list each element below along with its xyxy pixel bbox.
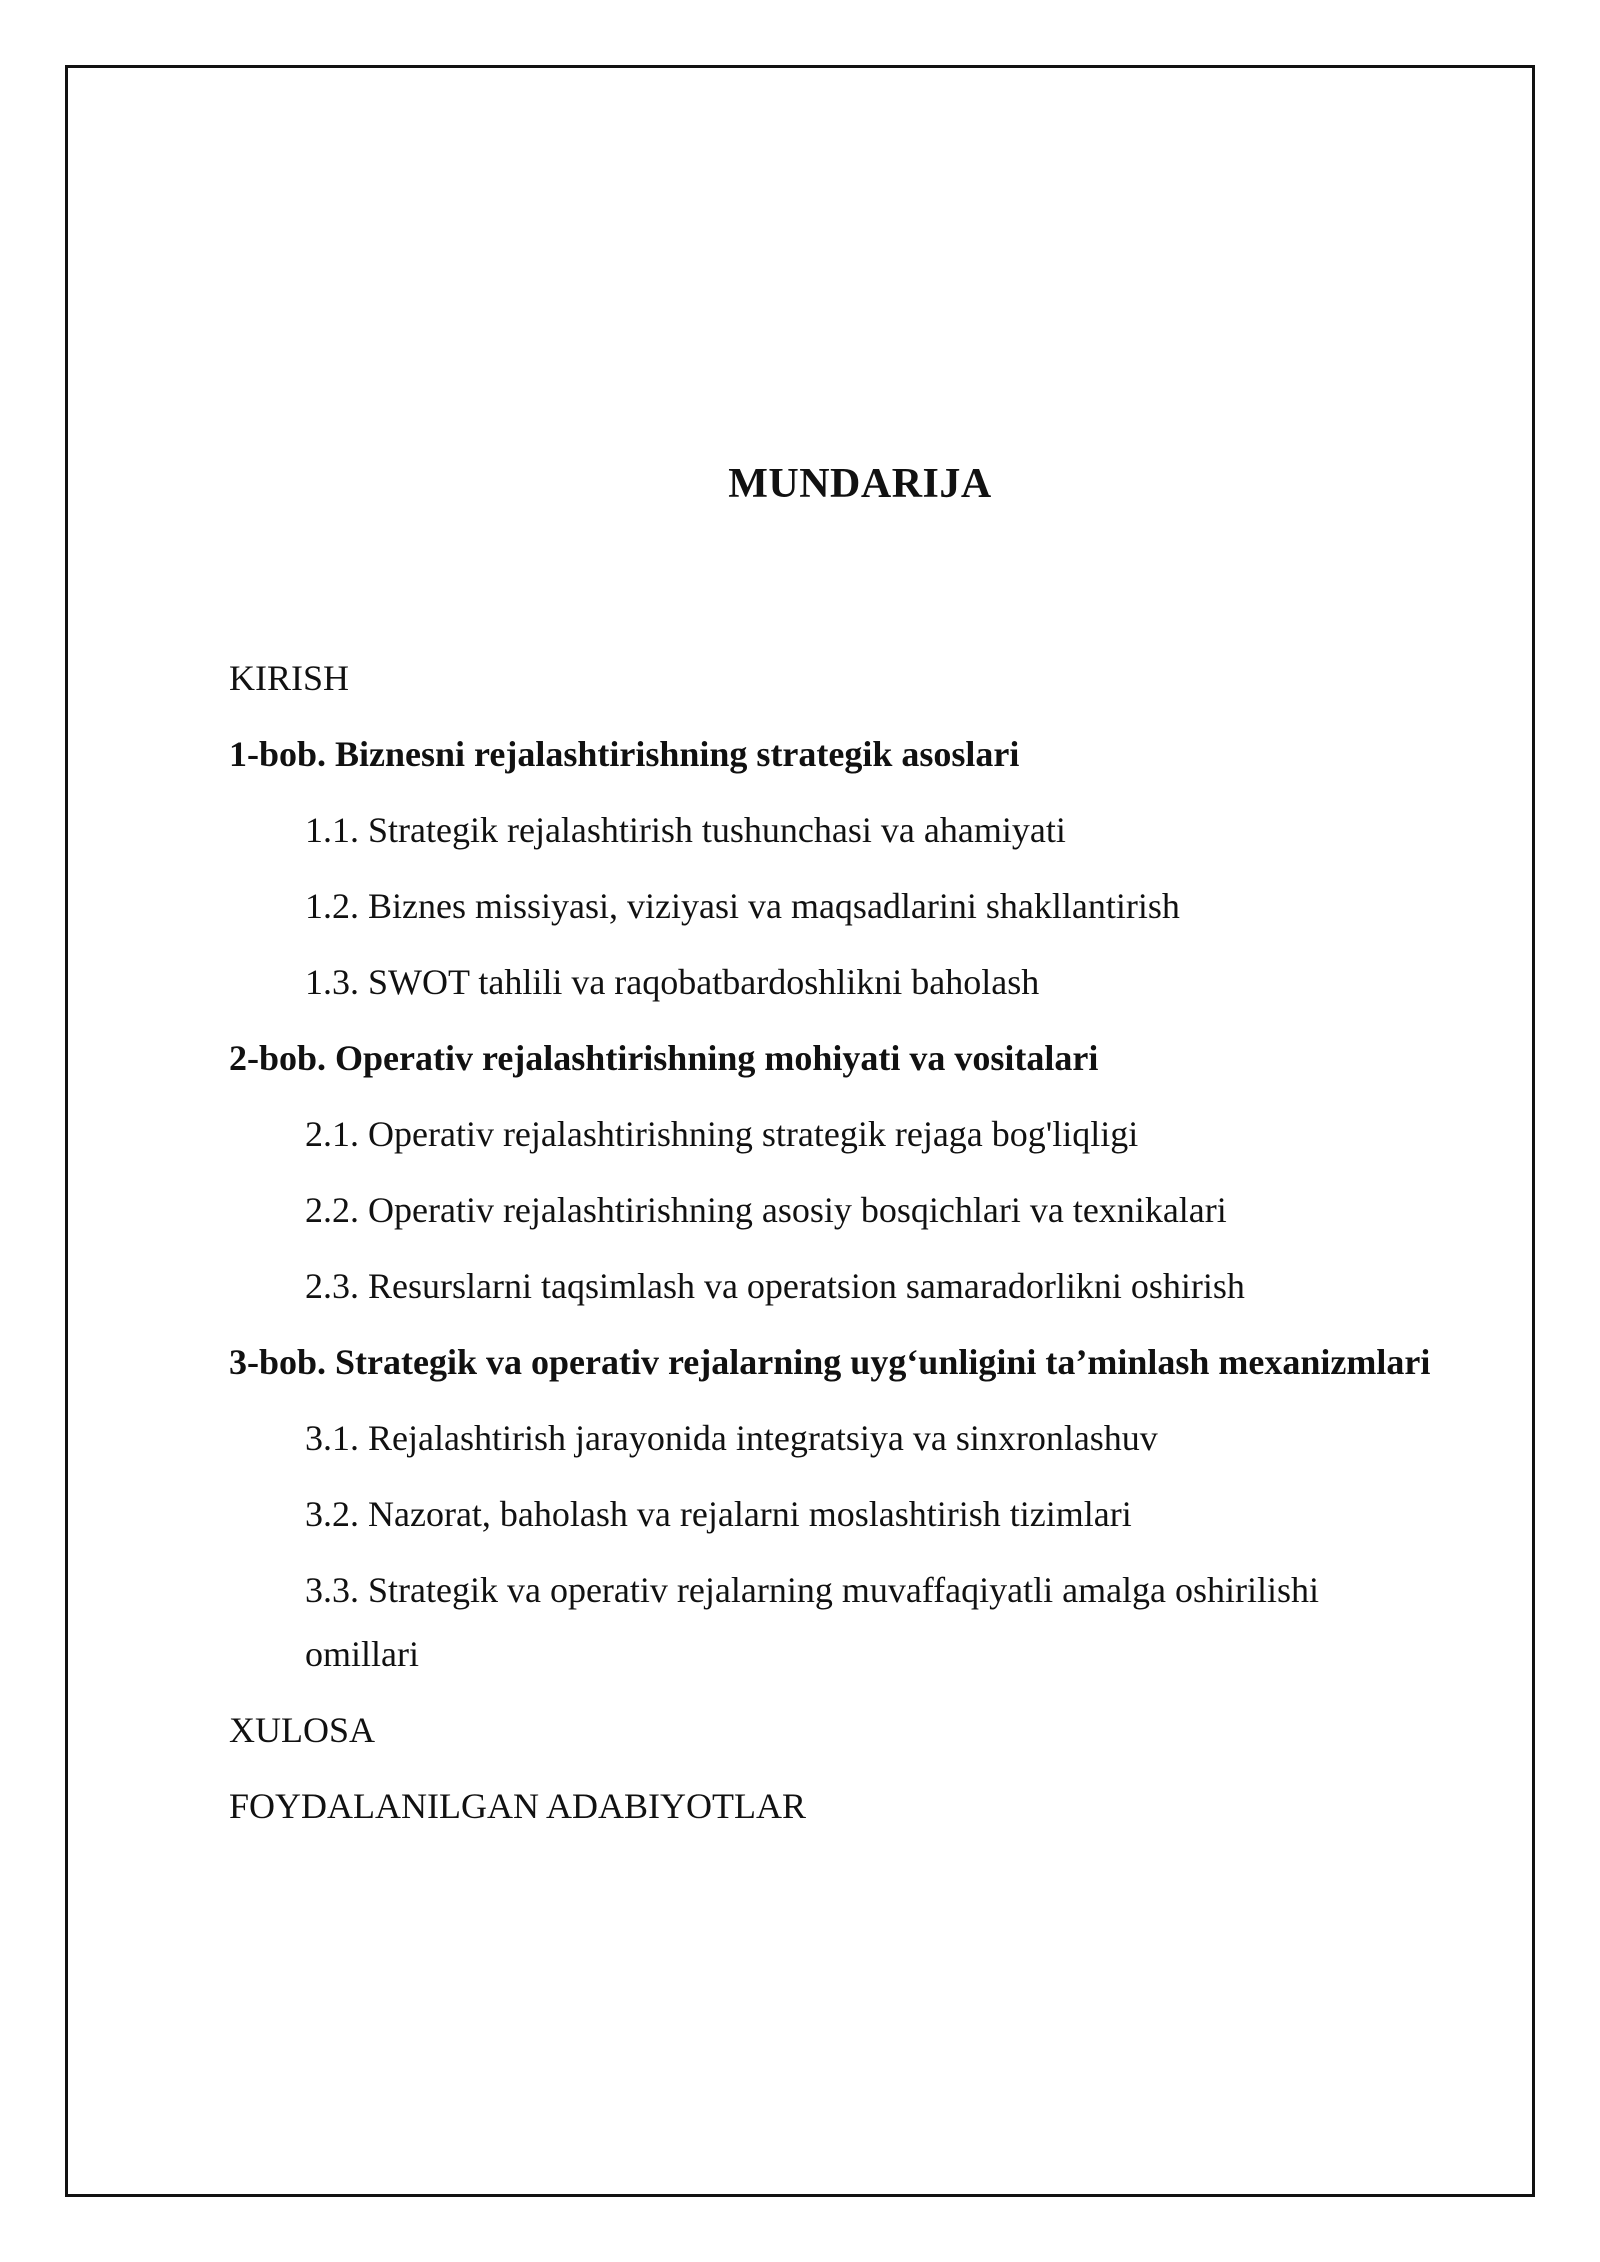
toc-conclusion[interactable]: XULOSA <box>229 1710 376 1750</box>
toc-section-3-2[interactable]: 3.2. Nazorat, baholash va rejalarni moslashtirish tizimlari <box>305 1494 1132 1534</box>
toc-section-3-1[interactable]: 3.1. Rejalashtirish jarayonida integratsiya va sinxronlashuv <box>305 1418 1158 1458</box>
toc-section-3-3[interactable]: 3.3. Strategik va operativ rejalarning muvaffaqiyatli amalga oshirilishi omillari <box>305 1570 1320 1674</box>
toc-references[interactable]: FOYDALANILGAN ADABIYOTLAR <box>229 1786 806 1826</box>
toc-section-1-3[interactable]: 1.3. SWOT tahlili va raqobatbardoshlikni baholash <box>305 962 1040 1002</box>
toc-section-2-1[interactable]: 2.1. Operativ rejalashtirishning strategik rejaga bog'liqligi <box>305 1114 1139 1154</box>
toc-intro[interactable]: KIRISH <box>229 658 350 698</box>
toc-section-2-2[interactable]: 2.2. Operativ rejalashtirishning asosiy bosqichlari va texnikalari <box>305 1190 1227 1230</box>
toc-section-1-1[interactable]: 1.1. Strategik rejalashtirish tushunchasi va ahamiyati <box>305 810 1066 850</box>
page-title: MUNDARIJA <box>728 461 992 507</box>
toc-chapter-2[interactable]: 2-bob. Operativ rejalashtirishning mohiyati va vositalari <box>229 1038 1099 1078</box>
toc-chapter-1[interactable]: 1-bob. Biznesni rejalashtirishning strategik asoslari <box>229 734 1020 774</box>
toc-section-2-3[interactable]: 2.3. Resurslarni taqsimlash va operatsion samaradorlikni oshirish <box>305 1266 1245 1306</box>
toc-section-1-2[interactable]: 1.2. Biznes missiyasi, viziyasi va maqsadlarini shakllantirish <box>305 886 1180 926</box>
toc-chapter-3[interactable]: 3-bob. Strategik va operativ rejalarning uyg‘unligini ta’minlash mexanizmlari <box>229 1342 1431 1382</box>
table-of-contents <box>229 640 1529 1844</box>
